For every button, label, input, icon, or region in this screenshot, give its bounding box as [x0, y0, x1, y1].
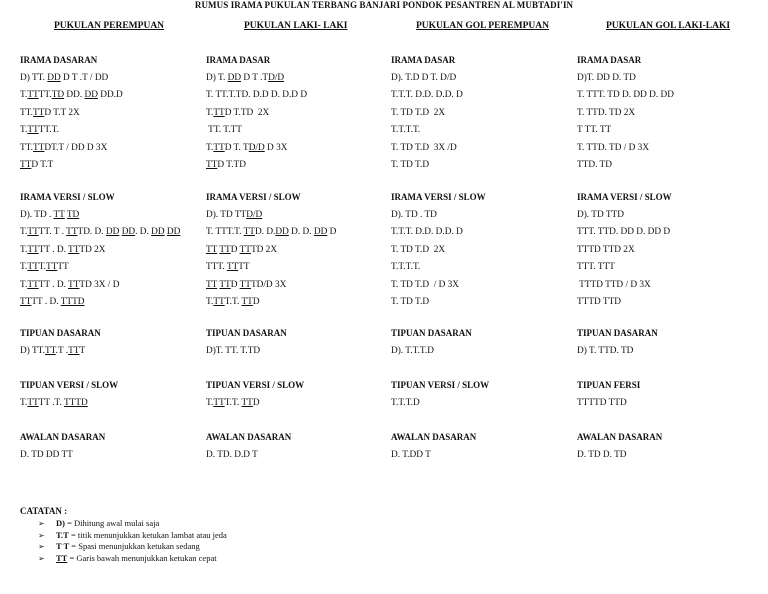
beat-segment: D	[230, 244, 240, 255]
beat-segment: T.	[206, 107, 214, 118]
beat-segment: D). T.D D T. D/D	[391, 73, 457, 83]
fast-beat-segment: TD	[72, 296, 85, 307]
section-title: TIPUAN VERSI / SLOW	[20, 380, 119, 390]
fast-beat-segment: TT	[60, 296, 73, 307]
note-description: = titik menunjukkan ketukan lambat atau jeda	[68, 529, 227, 540]
beat-segment: D. D.	[254, 227, 276, 238]
fast-beat-segment: TT	[243, 227, 255, 238]
fast-beat-segment: TT	[27, 90, 39, 101]
rhythm-line	[20, 122, 205, 139]
notes-list	[20, 518, 420, 564]
beat-segment: T.T.T. D.D. D.D. D	[391, 227, 463, 238]
beat-segment: T. TD T.D	[391, 296, 430, 307]
beat-segment: TT	[238, 262, 250, 273]
beat-segment: D	[252, 296, 260, 307]
beat-segment: D). TD TT	[206, 210, 247, 220]
rhythm-line	[20, 259, 205, 276]
rhythm-section	[391, 431, 576, 464]
beat-segment: T.T.T. D.D. D.D. D	[391, 90, 463, 101]
beat-segment: D T .T / DD	[60, 73, 109, 83]
note-item	[20, 553, 420, 565]
fast-beat-segment: DD	[313, 227, 328, 238]
beat-segment: D) TT.	[20, 346, 45, 356]
beat-segment: . D.	[135, 227, 152, 238]
rhythm-line	[391, 224, 576, 241]
beat-segment: D) TT.	[20, 73, 48, 83]
rhythm-line	[577, 224, 762, 241]
note-text	[56, 518, 159, 530]
fast-beat-segment: TT	[27, 227, 39, 238]
section-title: TIPUAN DASARAN	[577, 328, 658, 338]
rhythm-line	[206, 122, 391, 139]
fast-beat-segment: TT	[33, 142, 45, 153]
fast-beat-segment: TT	[53, 210, 65, 220]
beat-segment: TD 2X	[79, 244, 106, 255]
fast-beat-segment: TT	[20, 159, 32, 170]
beat-segment: TTT.	[206, 262, 227, 273]
rhythm-line	[577, 343, 762, 360]
rhythm-section	[206, 54, 391, 174]
fast-beat-segment: D/D	[248, 142, 265, 153]
rhythm-line	[206, 277, 391, 294]
rhythm-section	[577, 327, 762, 360]
fast-beat-segment: TT	[64, 398, 76, 408]
section-title: TIPUAN DASARAN	[20, 328, 101, 338]
beat-segment: D)T. TT. T.TD	[206, 346, 261, 356]
beat-segment: T.	[206, 296, 214, 307]
fast-beat-segment: TT	[20, 296, 32, 307]
beat-segment: T. TD T.D 3X /D	[391, 142, 457, 153]
rhythm-line	[577, 105, 762, 122]
beat-segment: TD/D 3X	[250, 279, 287, 290]
beat-segment: T. TD T.D	[391, 159, 430, 170]
note-item	[20, 518, 420, 530]
beat-segment: T. TD T.D / D 3X	[391, 279, 460, 290]
rhythm-line	[206, 343, 391, 360]
fast-beat-segment: TT	[44, 346, 56, 356]
beat-segment: TT . D.	[38, 279, 69, 290]
rhythm-line	[391, 259, 576, 276]
rhythm-line	[577, 140, 762, 157]
section-title: IRAMA DASARAN	[20, 55, 98, 65]
rhythm-line	[391, 277, 576, 294]
note-description: = Garis bawah menunjukkan ketukan cepat	[67, 552, 217, 563]
beat-segment: T.	[206, 142, 214, 153]
rhythm-line	[20, 87, 205, 104]
rhythm-section	[20, 327, 205, 360]
fast-beat-segment: TT	[206, 279, 218, 290]
beat-segment: TTD. TD	[577, 159, 612, 170]
beat-segment: TT.	[38, 90, 52, 101]
column-3	[391, 19, 576, 460]
beat-segment: D	[230, 279, 240, 290]
beat-segment: TD 2X	[250, 244, 278, 255]
beat-segment: T. TT.T.TD. D.D D. D.D D	[206, 90, 308, 101]
rhythm-line	[577, 294, 762, 311]
note-description: = Spasi menunjukkan ketukan sedang	[69, 541, 200, 552]
section-title: IRAMA DASAR	[577, 55, 642, 65]
rhythm-line	[391, 140, 576, 157]
beat-segment: T. TD T.D 2X	[391, 244, 446, 255]
beat-segment: T.	[206, 398, 214, 408]
notes-title: CATATAN :	[20, 506, 68, 516]
rhythm-line	[206, 447, 391, 464]
beat-segment: T	[79, 346, 86, 356]
rhythm-section	[20, 54, 205, 174]
beat-segment: T.T.T.T.	[391, 262, 421, 273]
beat-segment: T.T.	[224, 398, 242, 408]
rhythm-line	[206, 224, 391, 241]
beat-segment: TT	[57, 262, 69, 273]
section-title: AWALAN DASARAN	[577, 432, 663, 442]
beat-segment: T.	[20, 244, 28, 255]
fast-beat-segment: DD	[47, 73, 61, 83]
rhythm-line	[577, 447, 762, 464]
beat-segment: TT . D.	[31, 296, 61, 307]
beat-segment: TT.	[20, 142, 33, 153]
rhythm-line	[391, 447, 576, 464]
rhythm-line	[20, 140, 205, 157]
rhythm-line	[206, 105, 391, 122]
column-4	[577, 19, 762, 460]
beat-segment: T.T.T.D	[391, 398, 420, 408]
note-text	[56, 541, 200, 553]
fast-beat-segment: DD	[166, 227, 181, 238]
rhythm-section	[391, 327, 576, 360]
rhythm-section	[20, 191, 205, 311]
beat-segment: TT.	[20, 107, 33, 118]
section-title: AWALAN DASARAN	[20, 432, 106, 442]
column-heading: PUKULAN GOL LAKI-LAKI	[606, 21, 731, 31]
rhythm-line	[206, 140, 391, 157]
beat-segment: D T.T 2X	[44, 107, 80, 118]
beat-segment: DD.	[64, 90, 85, 101]
section-title: IRAMA DASAR	[391, 55, 456, 65]
beat-segment: TT . D.	[38, 244, 69, 255]
section-title: AWALAN DASARAN	[391, 432, 477, 442]
beat-segment: TD. D.	[77, 227, 106, 238]
beat-segment: DT.T / DD D 3X	[44, 142, 108, 153]
fast-beat-segment: TT	[68, 346, 80, 356]
arrow-bullet-icon: ➢	[38, 519, 45, 528]
fast-beat-segment: TT	[68, 279, 80, 290]
rhythm-line	[20, 105, 205, 122]
note-symbol: TT	[56, 552, 68, 563]
fast-beat-segment: DD	[275, 227, 289, 238]
note-symbol: T.T	[56, 529, 69, 540]
rhythm-line	[391, 105, 576, 122]
notes-block	[20, 506, 420, 564]
fast-beat-segment: TT	[241, 398, 253, 408]
beat-segment: D. TD D. TD	[577, 450, 627, 460]
section-title: IRAMA DASAR	[206, 55, 271, 65]
fast-beat-segment: DD	[227, 73, 242, 83]
note-symbol: D)	[56, 518, 65, 528]
beat-segment: T.	[20, 227, 28, 238]
arrow-bullet-icon: ➢	[38, 530, 45, 540]
rhythm-line	[206, 242, 391, 259]
rhythm-line	[391, 242, 576, 259]
fast-beat-segment: TT	[213, 296, 225, 307]
rhythm-section	[391, 191, 576, 311]
section-title: IRAMA VERSI / SLOW	[206, 192, 301, 202]
fast-beat-segment: TT	[46, 262, 58, 273]
beat-segment: T.	[38, 262, 47, 273]
fast-beat-segment: DD	[105, 227, 120, 238]
rhythm-line	[20, 242, 205, 259]
beat-segment: D 3X	[264, 142, 288, 153]
rhythm-line	[391, 343, 576, 360]
beat-segment: TTTTD TTD	[577, 398, 627, 408]
fast-beat-segment: TT	[219, 279, 231, 290]
fast-beat-segment: TT	[33, 107, 45, 118]
arrow-bullet-icon: ➢	[38, 542, 45, 552]
fast-beat-segment: TT	[27, 244, 39, 255]
fast-beat-segment: TT	[27, 279, 39, 290]
rhythm-line	[20, 224, 205, 241]
fast-beat-segment: TT	[27, 125, 39, 136]
rhythm-section	[20, 379, 205, 412]
note-symbol: T T	[56, 541, 70, 552]
beat-segment: T.	[20, 90, 28, 101]
beat-segment: D T.T	[31, 159, 54, 170]
beat-segment: D T .T	[241, 73, 269, 83]
section-title: TIPUAN FERSI	[577, 380, 641, 390]
rhythm-line	[391, 157, 576, 174]
beat-segment: TD 3X / D	[79, 279, 120, 290]
beat-segment: TT .T.	[38, 398, 64, 408]
beat-segment: TTTD TTD 2X	[577, 244, 635, 255]
rhythm-line	[20, 70, 205, 87]
rhythm-line	[577, 242, 762, 259]
fast-beat-segment: TT	[68, 244, 80, 255]
rhythm-line	[206, 70, 391, 87]
beat-segment: TT.T.	[38, 125, 59, 136]
rhythm-section	[577, 191, 762, 311]
beat-segment: T. TD T.D 2X	[391, 107, 446, 118]
rhythm-line	[206, 294, 391, 311]
beat-segment: D) T.	[206, 73, 228, 83]
rhythm-section	[206, 327, 391, 360]
fast-beat-segment: TT	[226, 262, 239, 273]
fast-beat-segment: DD	[84, 90, 98, 101]
fast-beat-segment: TT	[27, 398, 39, 408]
fast-beat-segment: TT	[66, 227, 78, 238]
rhythm-line	[391, 207, 576, 224]
beat-segment: TT. T .	[38, 227, 67, 238]
fast-beat-segment: TT	[239, 279, 251, 290]
fast-beat-segment: TT	[213, 142, 225, 153]
note-text	[56, 530, 227, 542]
note-text	[56, 553, 217, 565]
beat-segment: D). T.T.T.D	[391, 346, 434, 356]
rhythm-line	[206, 259, 391, 276]
beat-segment: D) T. TTD. TD	[577, 346, 634, 356]
beat-segment: D. TD. D.D T	[206, 450, 258, 460]
beat-segment: TTT. TTD. DD D. DD D	[577, 227, 671, 238]
fast-beat-segment: D/D	[268, 73, 285, 83]
beat-segment: T.	[20, 279, 28, 290]
document-title: RUMUS IRAMA PUKULAN TERBANG BANJARI PONDOK PESANTREN AL MUBTADI'IN	[194, 0, 574, 10]
beat-segment: T.T.	[224, 296, 242, 307]
column-heading: PUKULAN PEREMPUAN	[54, 21, 165, 31]
section-title: IRAMA VERSI / SLOW	[391, 192, 486, 202]
beat-segment: D). TD . TD	[391, 210, 437, 220]
column-heading: PUKULAN LAKI- LAKI	[244, 21, 348, 31]
beat-segment: TTT. TTT	[577, 262, 615, 273]
fast-beat-segment: TT	[27, 262, 39, 273]
fast-beat-segment: DD	[151, 227, 165, 238]
fast-beat-segment: D/D	[246, 210, 263, 220]
column-2	[206, 19, 391, 460]
beat-segment: D T. T	[224, 142, 249, 153]
beat-segment: D. T.DD T	[391, 450, 431, 460]
section-title: IRAMA VERSI / SLOW	[577, 192, 672, 202]
rhythm-section	[206, 379, 391, 412]
rhythm-section	[20, 431, 205, 464]
rhythm-line	[20, 277, 205, 294]
fast-beat-segment: TD	[75, 398, 88, 408]
column-1	[20, 19, 205, 460]
arrow-bullet-icon: ➢	[38, 553, 45, 563]
beat-segment: T.T.T.T.	[391, 125, 421, 136]
fast-beat-segment: TT	[213, 107, 225, 118]
rhythm-line	[577, 87, 762, 104]
rhythm-section	[391, 54, 576, 174]
rhythm-section	[206, 191, 391, 311]
beat-segment: T.	[20, 262, 28, 273]
beat-segment: D T.TD 2X	[224, 107, 270, 118]
rhythm-line	[20, 447, 205, 464]
fast-beat-segment: TT	[219, 244, 231, 255]
beat-segment: D. D.	[288, 227, 314, 238]
rhythm-line	[20, 294, 205, 311]
rhythm-line	[391, 87, 576, 104]
section-title: TIPUAN DASARAN	[391, 328, 472, 338]
beat-segment: D T.TD	[217, 159, 246, 170]
beat-segment: D. TD DD TT	[20, 450, 73, 460]
beat-segment: D). TD TTD	[577, 210, 624, 220]
rhythm-line	[20, 395, 205, 412]
rhythm-line	[206, 87, 391, 104]
rhythm-line	[577, 395, 762, 412]
beat-segment: D)T. DD D. TD	[577, 73, 636, 83]
beat-segment: T. TTT. TD D. DD D. DD	[577, 90, 674, 101]
rhythm-line	[577, 70, 762, 87]
fast-beat-segment: TD	[51, 90, 65, 101]
fast-beat-segment: TT	[239, 244, 251, 255]
rhythm-line	[206, 207, 391, 224]
rhythm-line	[391, 70, 576, 87]
beat-segment: T TT. TT	[577, 125, 612, 136]
beat-segment: T.	[20, 398, 28, 408]
beat-segment: TTTD TTD / D 3X	[577, 279, 651, 290]
rhythm-line	[206, 157, 391, 174]
section-title: AWALAN DASARAN	[206, 432, 292, 442]
rhythm-line	[577, 207, 762, 224]
rhythm-line	[577, 277, 762, 294]
beat-segment: .T .	[55, 346, 69, 356]
beat-segment: T. TTD. TD 2X	[577, 107, 636, 118]
rhythm-section	[577, 54, 762, 174]
rhythm-section	[391, 379, 576, 412]
rhythm-line	[20, 343, 205, 360]
fast-beat-segment: TT	[213, 398, 225, 408]
section-title: TIPUAN VERSI / SLOW	[206, 380, 305, 390]
beat-segment: T.	[20, 125, 28, 136]
beat-segment: T. TTD. TD / D 3X	[577, 142, 650, 153]
fast-beat-segment: TT	[241, 296, 253, 307]
rhythm-line	[20, 207, 205, 224]
rhythm-line	[20, 157, 205, 174]
beat-segment: D	[327, 227, 337, 238]
beat-segment: T. TTT.T.	[206, 227, 244, 238]
rhythm-line	[577, 157, 762, 174]
note-description: = Dihitung awal mulai saja	[64, 518, 160, 528]
rhythm-line	[391, 395, 576, 412]
beat-segment: TT. T.TT	[206, 125, 242, 136]
column-heading: PUKULAN GOL PEREMPUAN	[416, 21, 549, 31]
fast-beat-segment: DD	[121, 227, 136, 238]
beat-segment: DD.D	[97, 90, 123, 101]
section-title: TIPUAN DASARAN	[206, 328, 287, 338]
fast-beat-segment: TT	[206, 244, 218, 255]
beat-segment: D). TD .	[20, 210, 54, 220]
section-title: TIPUAN VERSI / SLOW	[391, 380, 490, 390]
rhythm-section	[577, 379, 762, 412]
rhythm-line	[577, 122, 762, 139]
rhythm-line	[391, 294, 576, 311]
rhythm-line	[206, 395, 391, 412]
rhythm-line	[577, 259, 762, 276]
rhythm-section	[577, 431, 762, 464]
note-item	[20, 530, 420, 542]
rhythm-line	[391, 122, 576, 139]
note-item	[20, 541, 420, 553]
beat-segment: TTTD TTD	[577, 296, 621, 307]
beat-segment: D	[252, 398, 260, 408]
fast-beat-segment: TD	[66, 210, 80, 220]
section-title: IRAMA VERSI / SLOW	[20, 192, 115, 202]
fast-beat-segment: TT	[206, 159, 218, 170]
rhythm-section	[206, 431, 391, 464]
